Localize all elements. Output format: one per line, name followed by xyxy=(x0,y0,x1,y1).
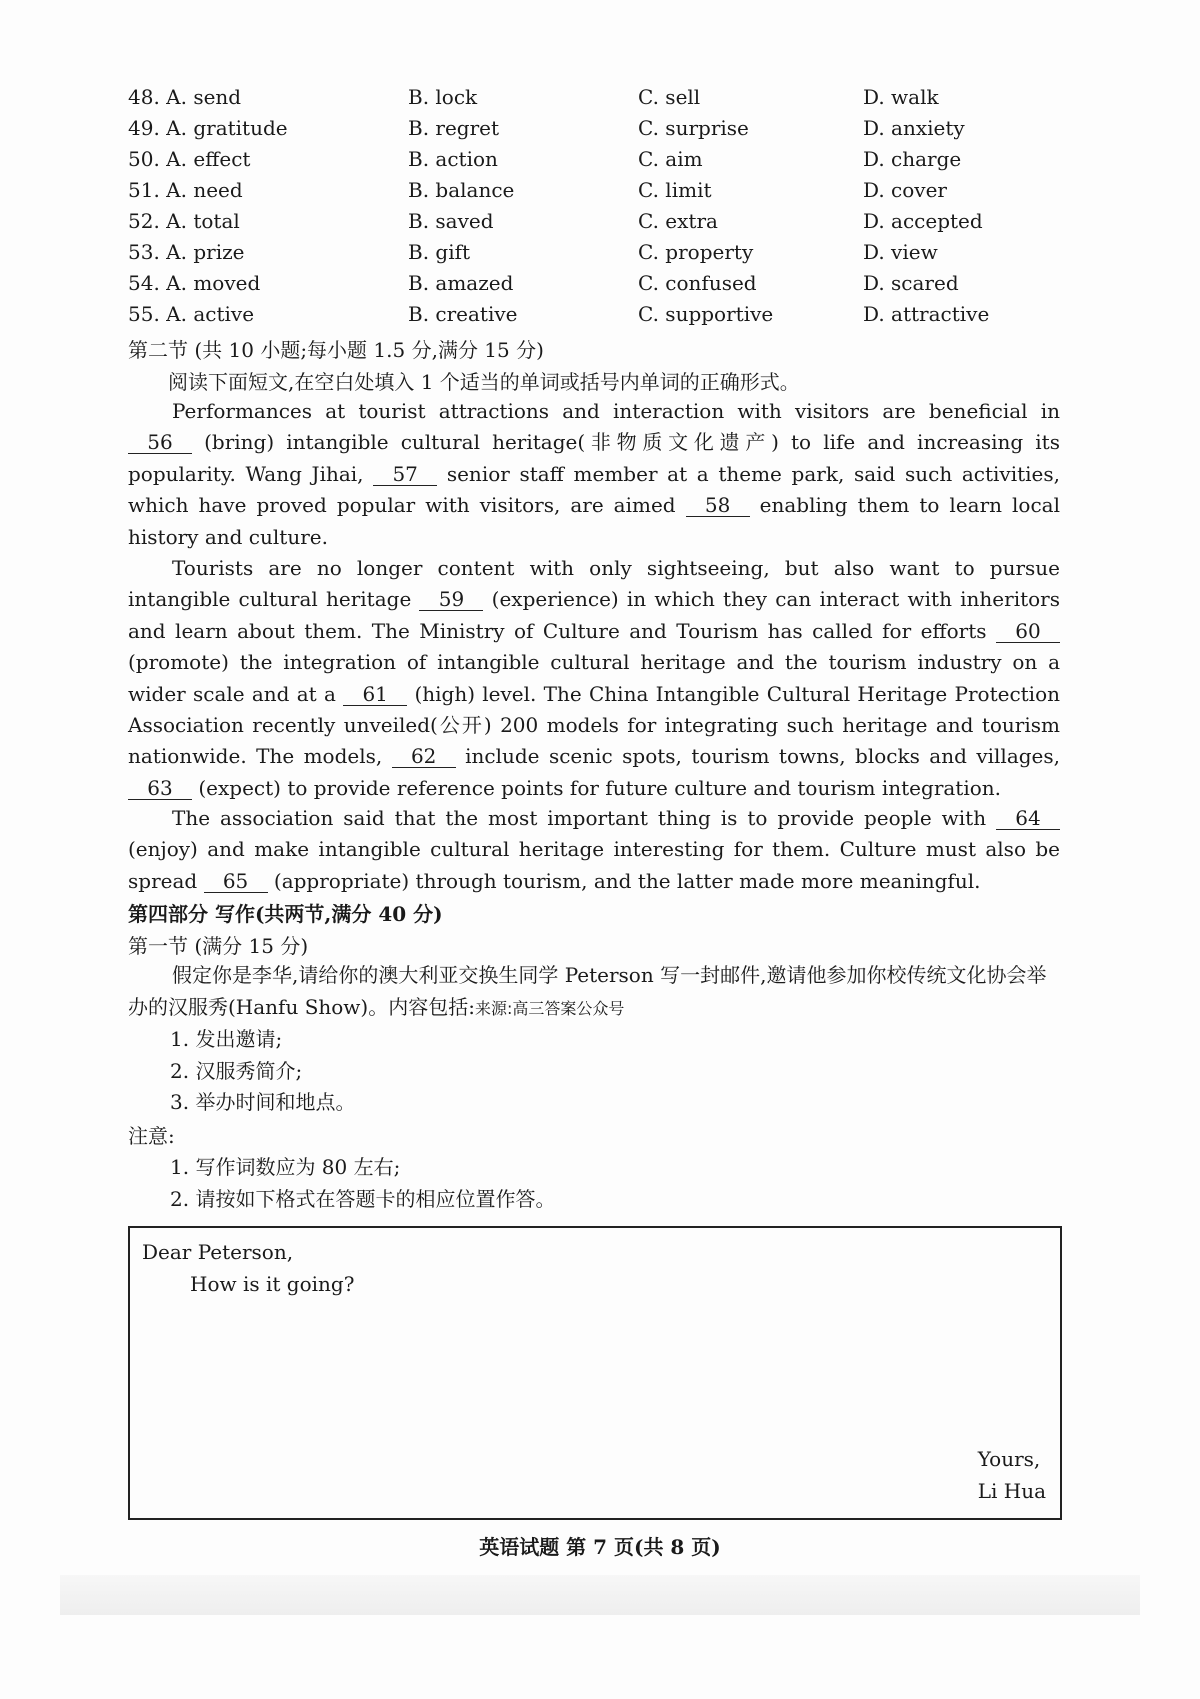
question-number: 53. xyxy=(128,240,160,264)
option-a: A. gratitude xyxy=(166,116,288,140)
option-c: C. surprise xyxy=(638,116,749,140)
option-b: B. balance xyxy=(408,178,515,202)
question-number: 54. xyxy=(128,271,160,295)
option-c: C. confused xyxy=(638,271,757,295)
option-a: A. effect xyxy=(166,147,251,171)
blank-61: 61 xyxy=(343,683,407,706)
option-row-48 xyxy=(128,82,1028,113)
letter-answer-box xyxy=(128,1226,1062,1520)
page-footer: 英语试题 第 7 页(共 8 页) xyxy=(479,1535,721,1559)
question-number: 55. xyxy=(128,302,160,326)
option-c: C. sell xyxy=(638,85,701,109)
option-row-49 xyxy=(128,113,1028,144)
task-item: 2. 汉服秀简介; xyxy=(170,1058,303,1083)
passage-paragraph-3: The association said that the most important thing is to provide people with 64 (enjoy) and make intangible cultural heritage interesting for them. Culture must also be spread 65 (appropriate) through tourism, and the latter made more meaningful. xyxy=(128,806,1060,893)
task-items xyxy=(170,1024,355,1119)
option-a: A. send xyxy=(166,85,242,109)
option-c: C. limit xyxy=(638,178,712,202)
notes-list xyxy=(170,1152,555,1215)
option-a: A. moved xyxy=(166,271,261,295)
option-d: D. charge xyxy=(863,147,962,171)
option-d: D. view xyxy=(863,240,938,264)
option-c: C. property xyxy=(638,240,754,264)
blank-64: 64 xyxy=(996,807,1060,830)
option-b: B. creative xyxy=(408,302,518,326)
part-4-section-1: 第一节 (满分 15 分) xyxy=(128,934,309,958)
question-number: 50. xyxy=(128,147,160,171)
letter-signature: Li Hua xyxy=(977,1478,1046,1503)
task-item: 1. 发出邀请; xyxy=(170,1027,283,1051)
option-b: B. amazed xyxy=(408,271,514,295)
option-b: B. gift xyxy=(408,240,471,264)
question-number: 48. xyxy=(128,85,160,109)
option-row-53 xyxy=(128,237,1028,268)
option-b: B. action xyxy=(408,147,498,171)
letter-closing-block xyxy=(978,1444,1046,1507)
question-number: 52. xyxy=(128,209,160,233)
blank-65: 65 xyxy=(204,870,268,893)
option-d: D. attractive xyxy=(863,302,990,326)
blank-59: 59 xyxy=(419,588,483,611)
blank-56: 56 xyxy=(128,431,192,454)
question-number: 49. xyxy=(128,116,160,140)
letter-opening: How is it going? xyxy=(190,1272,355,1296)
note-item: 2. 请按如下格式在答题卡的相应位置作答。 xyxy=(170,1186,556,1211)
option-row-55 xyxy=(128,299,1028,330)
option-b: B. saved xyxy=(408,209,494,233)
passage-paragraph-2: Tourists are no longer content with only sightseeing, but also want to pursue intangible cultural heritage 59 (experience) in which they can interact with inheritors and learn about them. The Ministry of Culture and Tourism has called for efforts 60 (promote) the integration of intangible cultural heritage and the tourism industry on a wider scale and at a 61 (high) level. The China Intangible Cultural Heritage Protection Association recently unveiled(公开) 200 models for integrating such heritage and tourism nationwide. The models, 62 include scenic spots, tourism towns, blocks and villages, 63 (expect) to provide reference points for future culture and tourism integration. xyxy=(128,556,1061,800)
part-4-heading: 第四部分 写作(共两节,满分 40 分) xyxy=(128,902,443,926)
option-row-54 xyxy=(128,268,1028,299)
letter-salutation: Dear Peterson, xyxy=(142,1240,294,1264)
option-row-51 xyxy=(128,175,1028,206)
option-d: D. anxiety xyxy=(863,116,965,140)
option-a: A. total xyxy=(166,209,240,233)
option-d: D. accepted xyxy=(863,209,983,233)
option-d: D. cover xyxy=(863,178,947,202)
scan-shadow xyxy=(60,1575,1140,1615)
passage-paragraph-1: Performances at tourist attractions and interaction with visitors are beneficial in 56 (bring) intangible cultural heritage(非物质文化遗产) to life and increasing its popularity. Wang Jihai, 57 senior staff member at a theme park, said such activities, which have proved popular with visitors, are aimed 58 enabling them to learn local history and culture. xyxy=(128,399,1060,549)
section-2-instruction: 阅读下面短文,在空白处填入 1 个适当的单词或括号内单词的正确形式。 xyxy=(168,370,800,394)
letter-closing: Yours, xyxy=(977,1447,1041,1471)
writing-task: 假定你是李华,请给你的澳大利亚交换生同学 Peterson 写一封邮件,邀请他参加你校传统文化协会举办的汉服秀(Hanfu Show)。内容包括:来源:高三答案公众号 xyxy=(128,963,1047,1019)
blank-57: 57 xyxy=(373,463,437,486)
task-item: 3. 举办时间和地点。 xyxy=(170,1090,356,1114)
note-item: 1. 写作词数应为 80 左右; xyxy=(170,1155,401,1179)
blank-60: 60 xyxy=(996,620,1060,643)
option-a: A. active xyxy=(166,302,255,326)
blank-63: 63 xyxy=(128,777,192,800)
option-b: B. regret xyxy=(408,116,500,140)
source-note: 来源:高三答案公众号 xyxy=(474,998,625,1018)
option-row-50 xyxy=(128,144,1028,175)
option-c: C. extra xyxy=(638,209,718,233)
question-number: 51. xyxy=(128,178,160,202)
options-table xyxy=(128,82,1028,330)
option-c: C. aim xyxy=(638,147,703,171)
blank-62: 62 xyxy=(392,745,456,768)
option-c: C. supportive xyxy=(638,302,774,326)
section-2-heading: 第二节 (共 10 小题;每小题 1.5 分,满分 15 分) xyxy=(128,338,544,362)
note-title: 注意: xyxy=(128,1124,175,1148)
option-row-52 xyxy=(128,206,1028,237)
blank-58: 58 xyxy=(686,494,750,517)
option-b: B. lock xyxy=(408,85,478,109)
option-d: D. scared xyxy=(863,271,959,295)
option-a: A. need xyxy=(166,178,243,202)
option-d: D. walk xyxy=(863,85,939,109)
option-a: A. prize xyxy=(166,240,245,264)
